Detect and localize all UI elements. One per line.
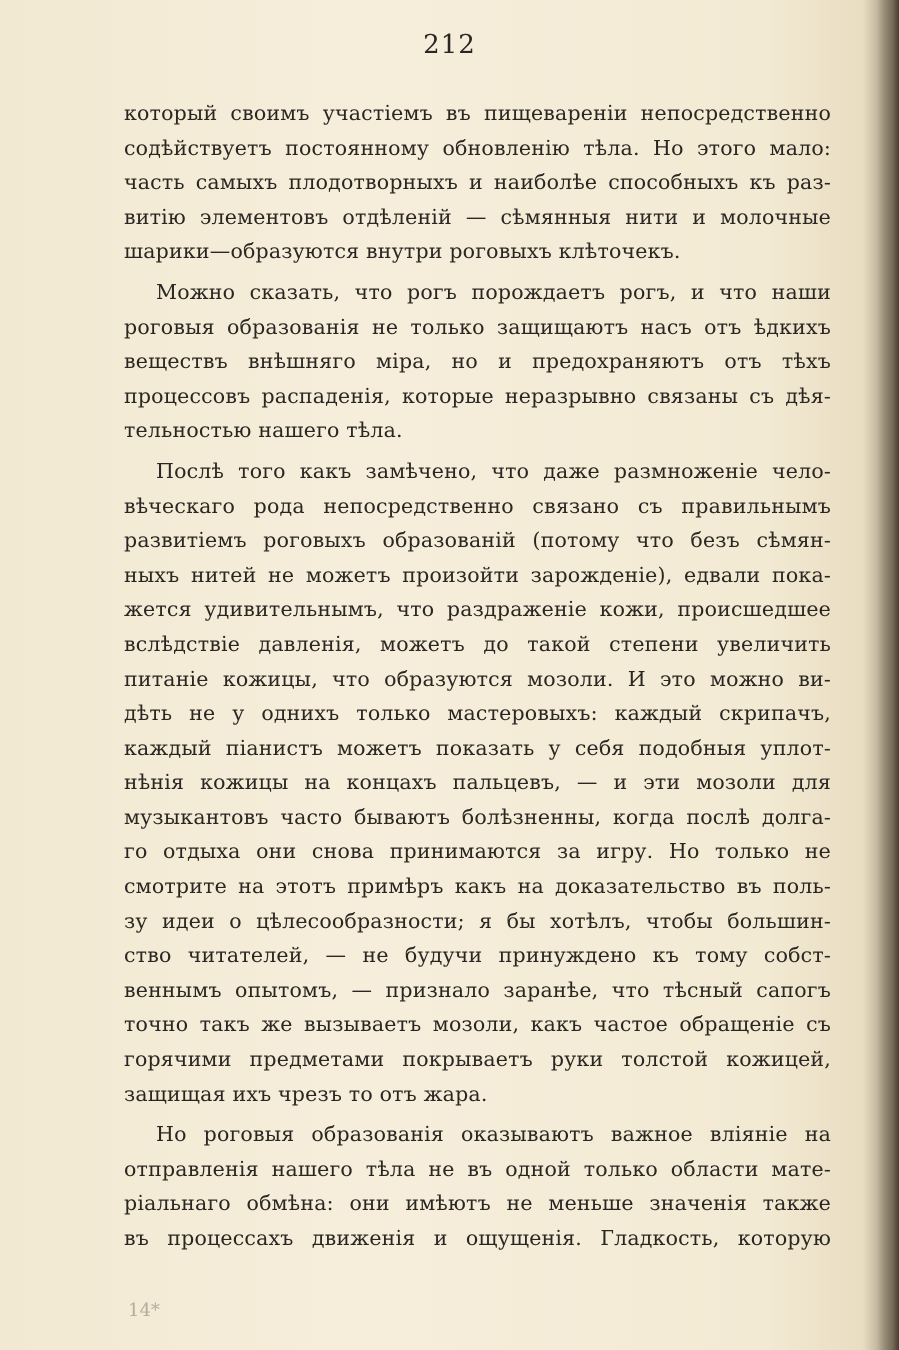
text-line: смотрите на этотъ примѣръ какъ на доказательство въ поль- — [124, 874, 831, 899]
text-line: рiальнаго обмѣна: они имѣютъ не меньше значенiя также — [124, 1191, 831, 1216]
printer-signature-mark: 14* — [128, 1300, 160, 1321]
text-line: который своимъ участiемъ въ пищеваренiи непосредственно — [124, 101, 831, 125]
text-line: ныхъ нитей не можетъ произойти зарожденiе), едвали пока- — [124, 562, 831, 587]
text-line: содѣйствуетъ постоянному обновленiю тѣла. Но этого мало: — [124, 135, 831, 160]
text-line: часть самыхъ плодотворныхъ и наиболѣе способныхъ къ раз- — [124, 170, 831, 195]
text-line: развитiемъ роговыхъ образованiй (потому что безъ сѣмян- — [124, 528, 831, 553]
paragraph-3 — [124, 454, 831, 1111]
text-line: го отдыха они снова принимаются за игру. Но только не — [124, 839, 831, 864]
text-line: Но роговыя образованiя оказываютъ важное влiянiе на — [156, 1122, 831, 1147]
text-line: въ процессахъ движенiя и ощущенiя. Гладкость, которую — [124, 1226, 831, 1250]
text-line: каждый пiанистъ можетъ показать у себя подобныя уплот- — [124, 735, 831, 760]
text-line: жется удивительнымъ, что раздраженiе кожи, происшедшее — [124, 597, 831, 622]
page-number: 212 — [423, 30, 476, 60]
text-line: тельностью нашего тѣла. — [124, 418, 403, 443]
text-line: Послѣ того какъ замѣчено, что даже размноженiе чело- — [156, 458, 831, 483]
text-line: защищая ихъ чрезъ то отъ жара. — [124, 1081, 488, 1106]
text-line: нѣнiя кожицы на концахъ пальцевъ, — и эти мозоли для — [124, 770, 831, 795]
text-line: музыкантовъ часто бываютъ болѣзненны, когда послѣ долга- — [124, 804, 831, 829]
text-line: витiю элементовъ отдѣленiй — сѣмянныя нити и молочные — [124, 204, 831, 229]
text-line: вслѣдствiе давленiя, можетъ до такой степени увеличить — [124, 631, 831, 656]
paragraph-2 — [124, 275, 831, 448]
text-line: роговыя образованiя не только защищаютъ насъ отъ ѣдкихъ — [124, 314, 831, 339]
body-text — [124, 96, 831, 1256]
text-line: зу идеи о цѣлесообразности; я бы хотѣлъ, чтобы большин- — [124, 908, 831, 933]
paragraph-1 — [124, 96, 831, 269]
text-line: веществъ внѣшняго мiра, но и предохраняютъ отъ тѣхъ — [124, 349, 831, 374]
text-line: Можно сказать, что рогъ порождаетъ рогъ, и что наши — [156, 279, 831, 304]
text-line: вѣческаго рода непосредственно связано съ правильнымъ — [124, 493, 831, 518]
text-line: горячими предметами покрываетъ руки толстой кожицей, — [124, 1047, 831, 1072]
text-line: питанiе кожицы, что образуются мозоли. И это можно ви- — [124, 666, 831, 691]
text-line: отправленiя нашего тѣла не въ одной только области мате- — [124, 1156, 831, 1181]
text-line: шарики—образуются внутри роговыхъ клѣточекъ. — [124, 239, 681, 264]
text-line: ство читателей, — не будучи принуждено къ тому собст- — [124, 943, 831, 968]
paragraph-4 — [124, 1117, 831, 1255]
text-line: точно такъ же вызываетъ мозоли, какъ частое обращенiе съ — [124, 1012, 831, 1037]
text-line: веннымъ опытомъ, — признало заранѣе, что тѣсный сапогъ — [124, 977, 831, 1002]
page-edge-shadow — [877, 0, 899, 1350]
text-line: дѣть не у однихъ только мастеровыхъ: каждый скрипачъ, — [124, 701, 831, 726]
text-line: процессовъ распаденiя, которые неразрывно связаны съ дѣя- — [124, 383, 831, 408]
